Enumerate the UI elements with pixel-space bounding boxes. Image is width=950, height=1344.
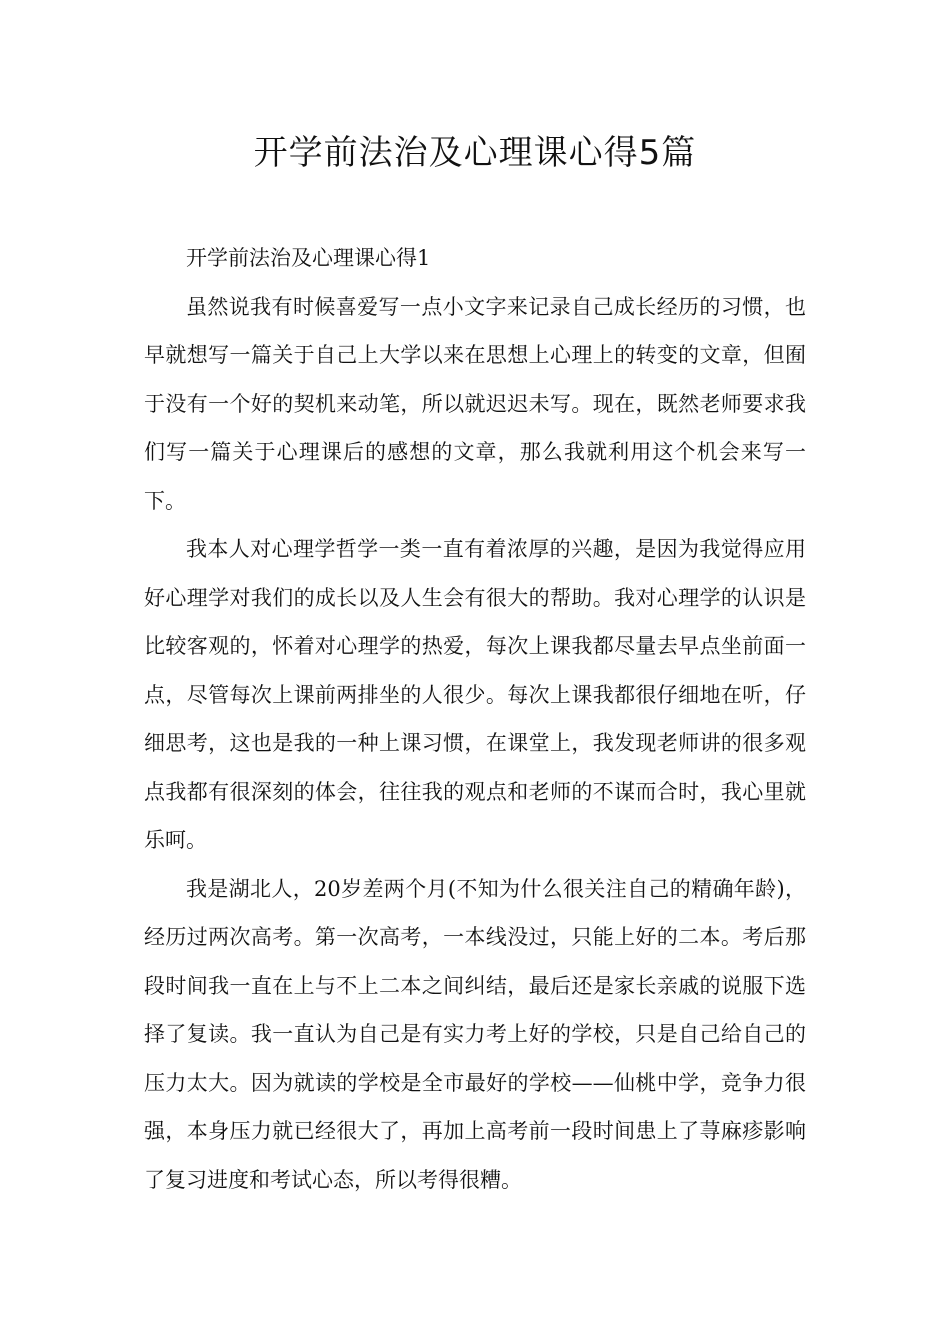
paragraph-1: 虽然说我有时候喜爱写一点小文字来记录自己成长经历的习惯，也早就想写一篇关于自己上大学以来在思想上心理上的转变的文章，但囿于没有一个好的契机来动笔，所以就迟迟未写。现在，既然老师要求我们写一篇关于心理课后的感想的文章，那么我就利用这个机会来写一下。: [144, 294, 806, 513]
paragraph-2: 我本人对心理学哲学一类一直有着浓厚的兴趣，是因为我觉得应用好心理学对我们的成长以及人生会有很大的帮助。我对心理学的认识是比较客观的，怀着对心理学的热爱，每次上课我都尽量去早点坐前面一点，尽管每次上课前两排坐的人很少。每次上课我都很仔细地在听，仔细思考，这也是我的一种上课习惯，在课堂上，我发现老师讲的很多观点我都有很深刻的体会，往往我的观点和老师的不谋而合时，我心里就乐呵。: [144, 537, 806, 852]
document-title: 开学前法治及心理课心得5篇: [253, 133, 697, 173]
paragraph-3: 我是湖北人，20岁差两个月(不知为什么很关注自己的精确年龄)，经历过两次高考。第一次高考，一本线没过，只能上好的二本。考后那段时间我一直在上与不上二本之间纠结，最后还是家长亲戚的说服下选择了复读。我一直认为自己是有实力考上好的学校，只是自己给自己的压力太大。因为就读的学校是全市最好的学校——仙桃中学，竞争力很强，本身压力就已经很大了，再加上高考前一段时间患上了荨麻疹影响了复习进度和考试心态，所以考得很糟。: [144, 876, 806, 1192]
section-heading: 开学前法治及心理课心得1: [186, 246, 431, 270]
document-body: [144, 234, 806, 1204]
